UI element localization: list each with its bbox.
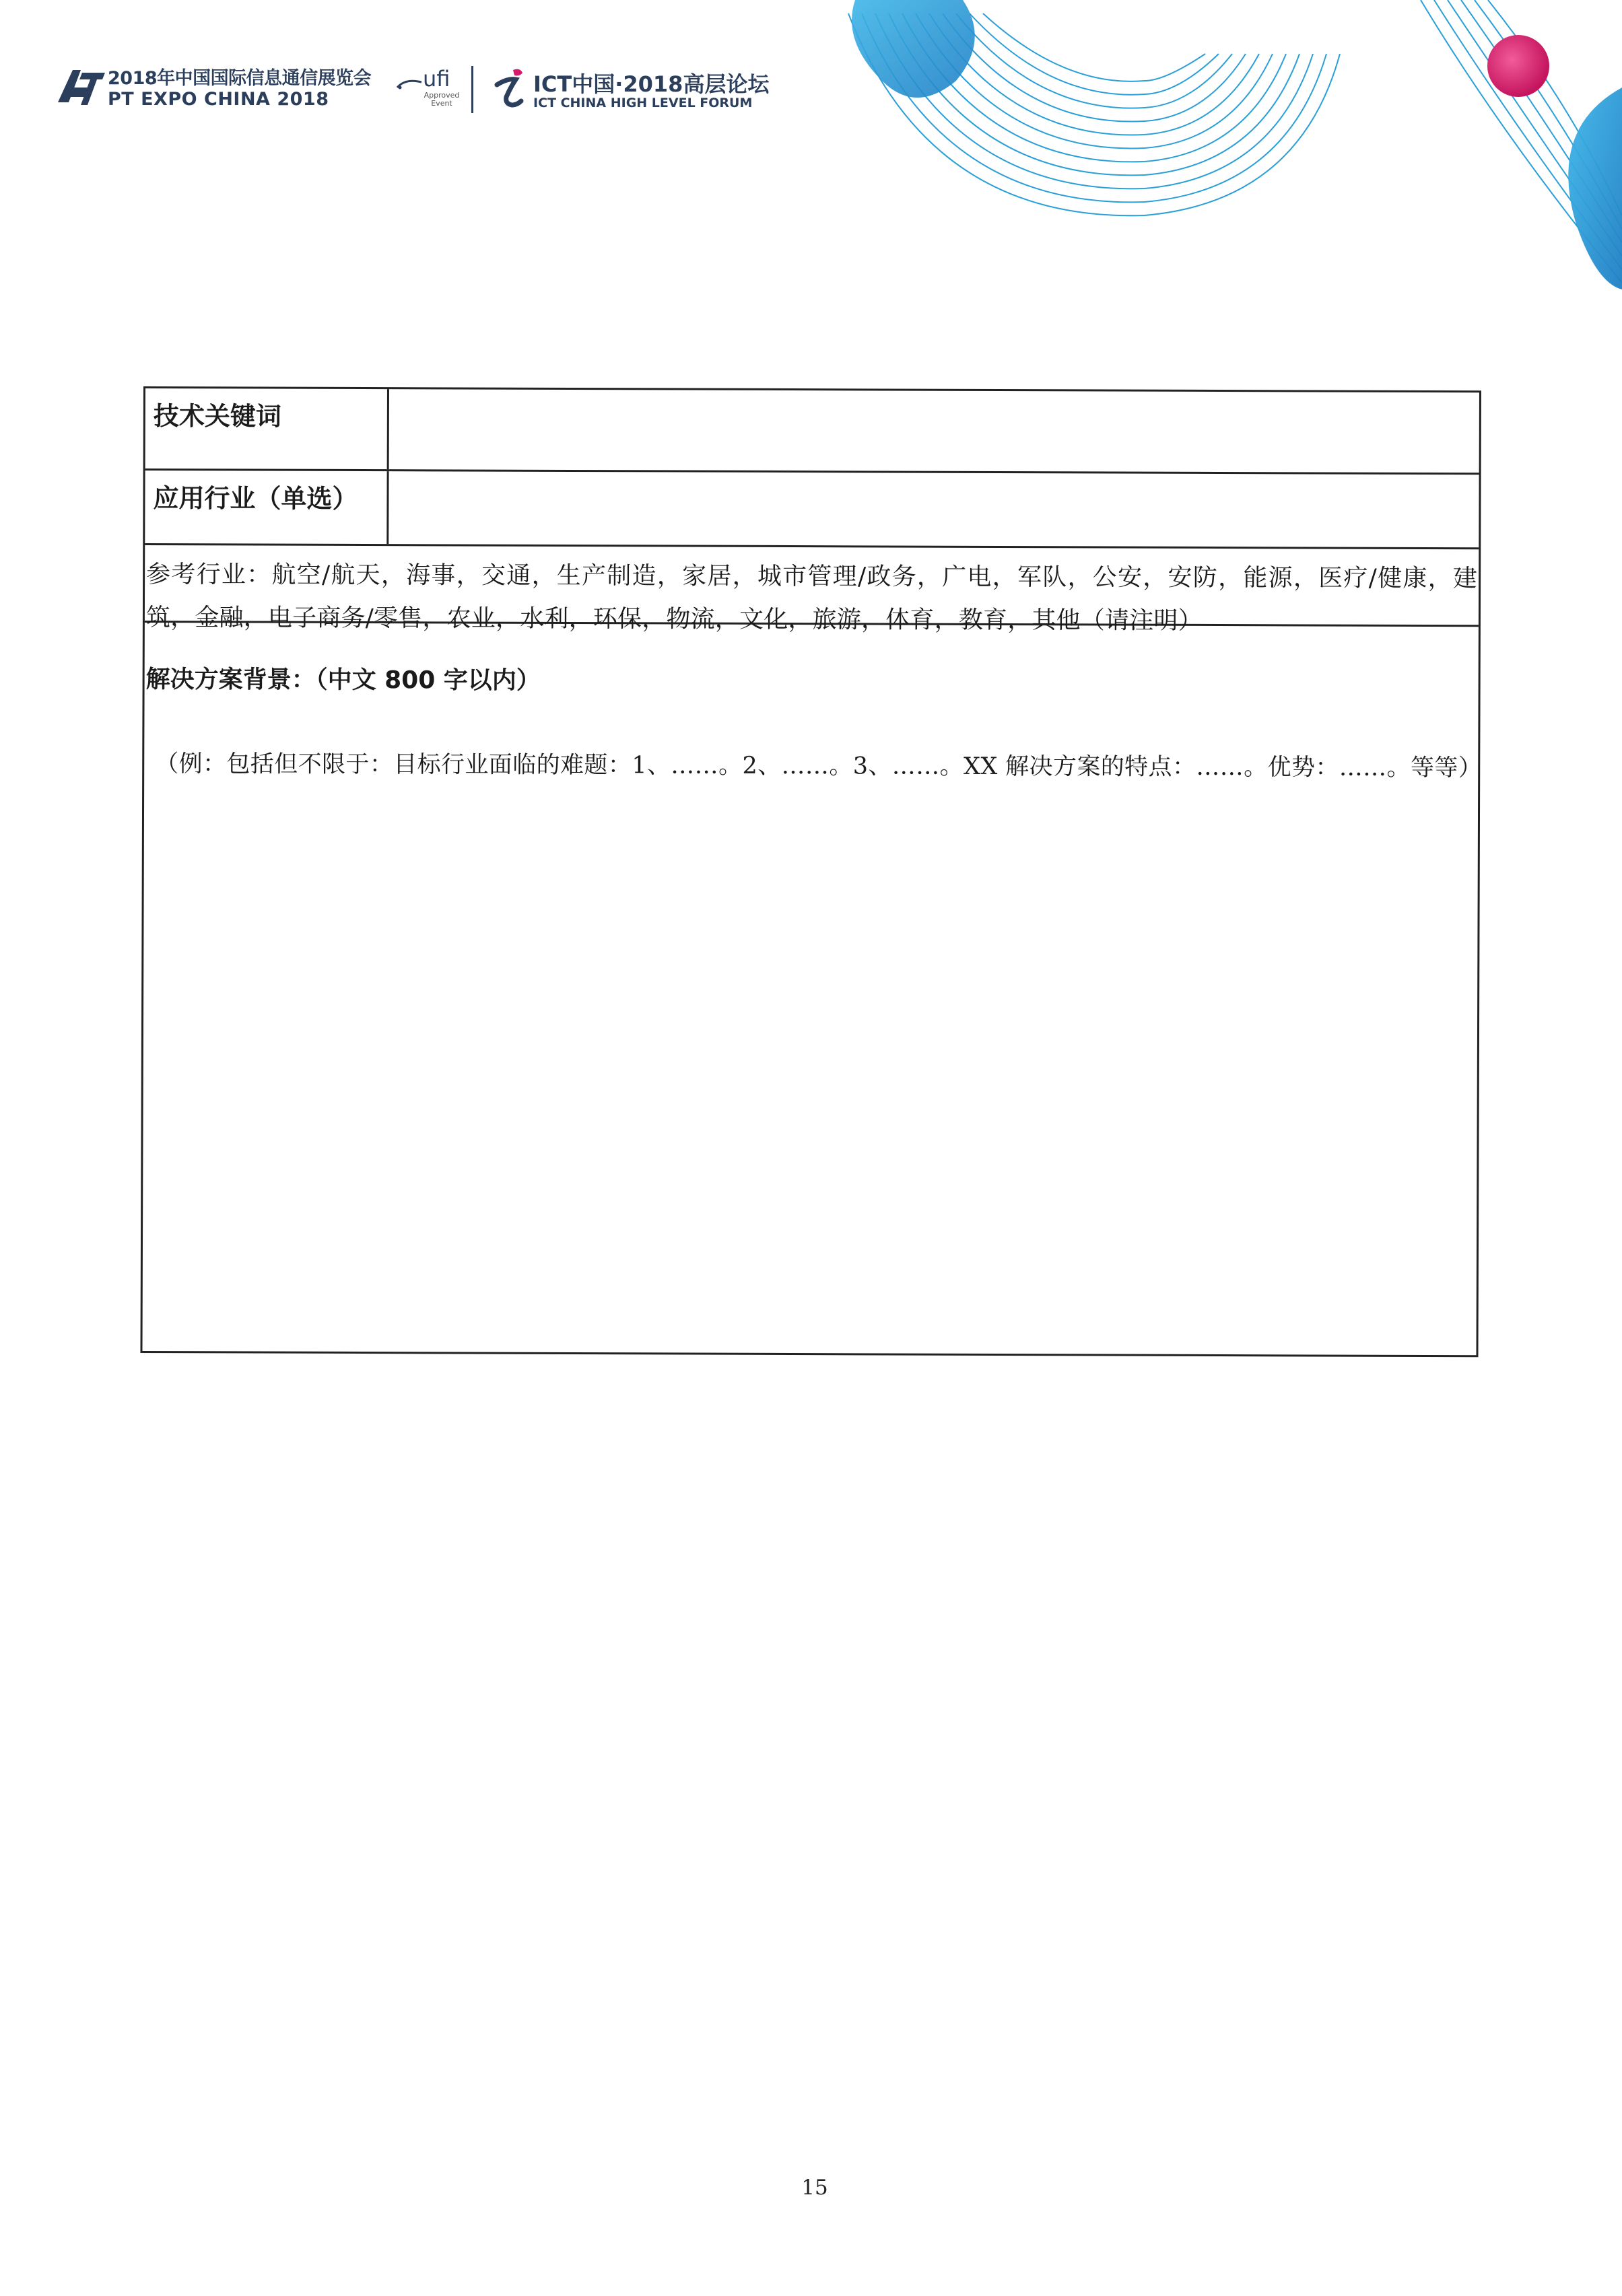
pt-expo-english-title: PT EXPO CHINA 2018 [108, 89, 329, 110]
keywords-label: 技术关键词 [153, 401, 281, 431]
ufi-label: ufi [423, 66, 450, 92]
blue-blob-left [852, 0, 975, 98]
keywords-label-cell [145, 388, 389, 469]
ufi-swoosh-icon [396, 71, 423, 92]
ict-china-mark-icon [493, 67, 528, 110]
solution-background-heading: 解决方案背景：（中文 800 字以内） [145, 666, 541, 695]
header-divider [471, 66, 473, 113]
magenta-sphere [1487, 35, 1549, 97]
solution-background-example: （例：包括但不限于：目标行业面临的难题：1、……。2、……。3、……。XX 解决方案的特点：……。优势：……。等等） [155, 751, 1483, 782]
industry-label: 应用行业（单选） [153, 483, 358, 514]
reference-industries-row [145, 545, 1479, 635]
keywords-row [145, 388, 1479, 475]
ufi-approved-event: Approved Event [424, 91, 460, 108]
decorative-wave-graphic [828, 0, 1622, 310]
blue-blob-right [1568, 88, 1622, 289]
reference-industries-text: 参考行业：航空/航天，海事，交通，生产制造，家居，城市管理/政务，广电，军队，公安，安防，能源，医疗/健康，建筑，金融，电子商务/零售，农业，水利，环保，物流，文化，旅游，体育，教育，其他（请注明） [145, 561, 1478, 635]
industry-row [145, 471, 1479, 549]
industry-field[interactable] [388, 471, 1479, 547]
ict-china-english-title: ICT CHINA HIGH LEVEL FORUM [533, 96, 753, 110]
ict-china-chinese-title: ICT中国·2018高层论坛 [533, 71, 770, 97]
solution-background-row[interactable] [142, 623, 1483, 1355]
page-number: 15 [801, 2176, 828, 2200]
ict-china-logo [493, 65, 789, 118]
solution-form-table [140, 386, 1481, 1357]
ufi-approved-badge [396, 66, 460, 114]
keywords-field[interactable] [389, 389, 1479, 473]
industry-label-cell [145, 471, 388, 544]
pt-expo-mark-icon [53, 61, 106, 114]
pt-expo-chinese-title: 2018年中国国际信息通信展览会 [108, 68, 372, 89]
